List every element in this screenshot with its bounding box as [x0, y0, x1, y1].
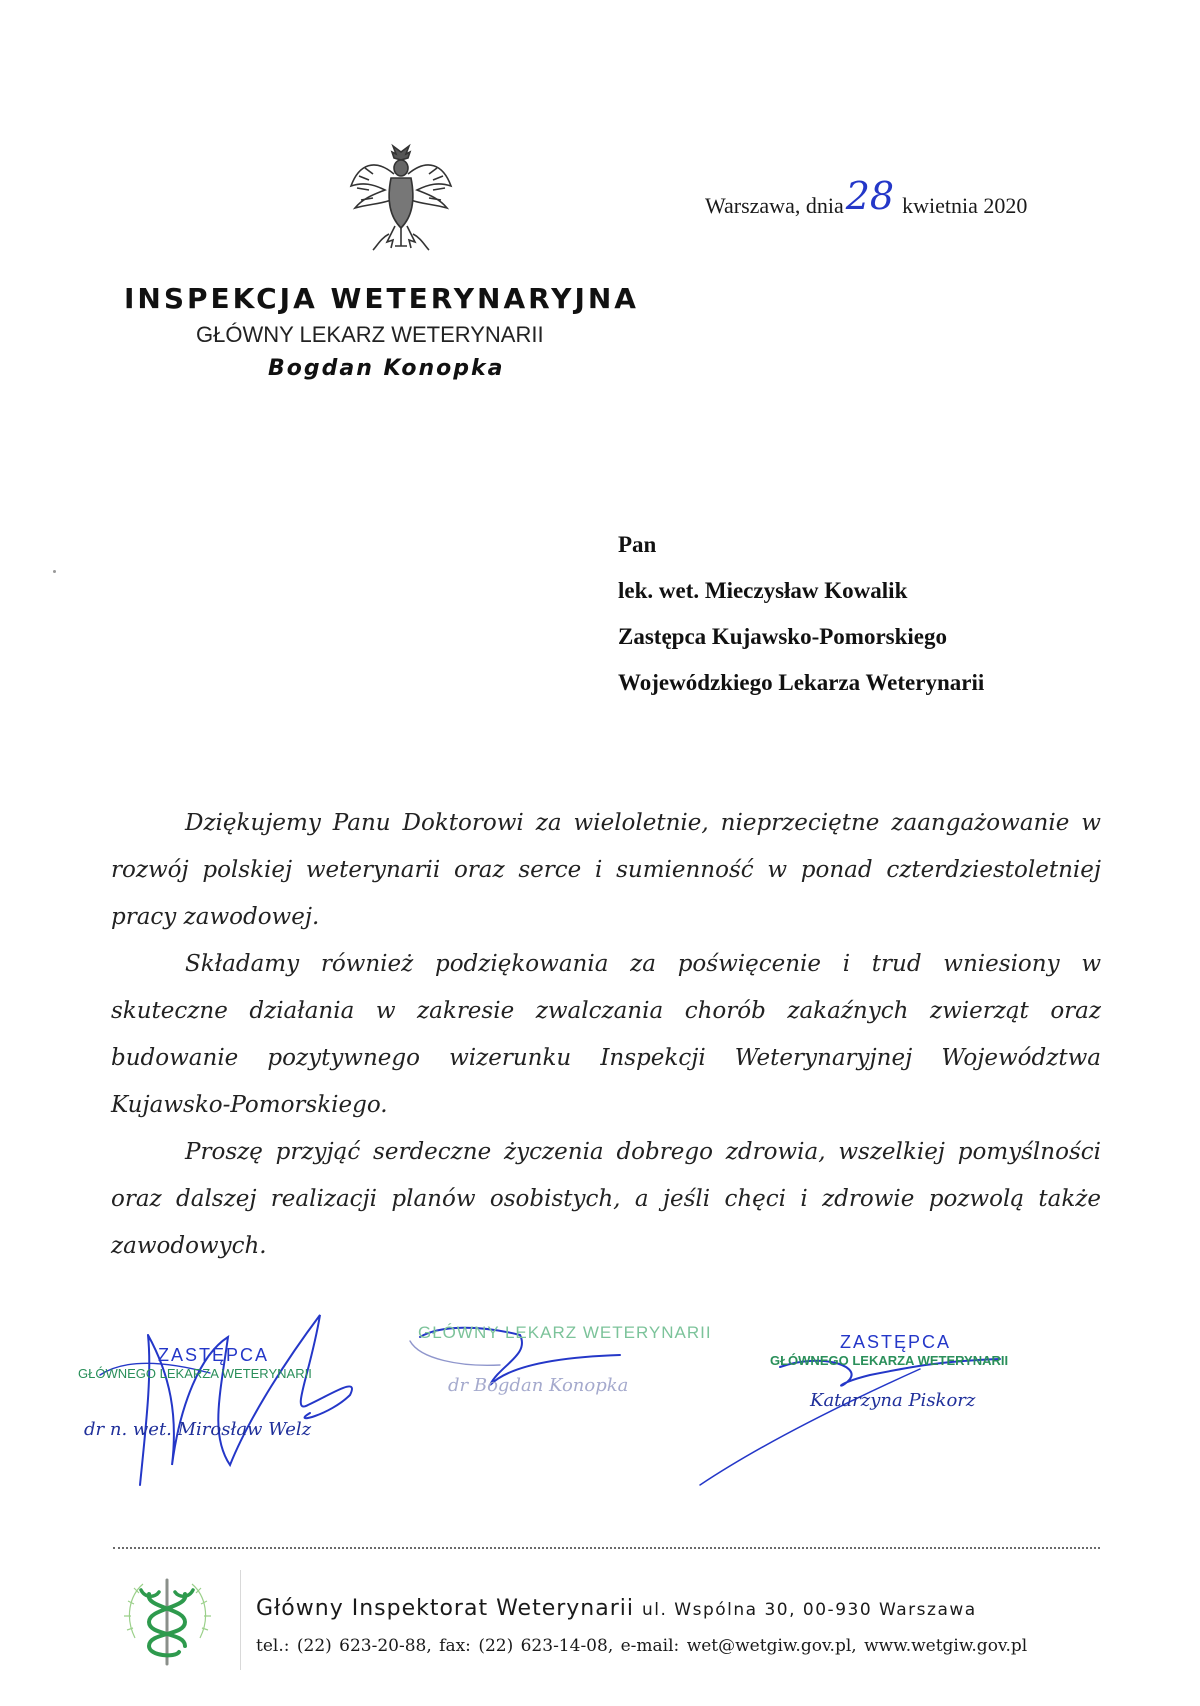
stamp-chief-center: [418, 1323, 712, 1396]
footer-street: ul. Wspólna 30, 00-930 Warszawa: [642, 1600, 977, 1620]
footer-organization-line: [256, 1596, 977, 1621]
date-suffix: kwietnia 2020: [902, 193, 1028, 218]
stamp-right-title: GŁÓWNEGO LEKARZA WETERYNARII: [770, 1353, 1009, 1368]
date-line: [705, 174, 1028, 222]
scan-speck: [53, 570, 56, 573]
stamp-deputy-left: [78, 1345, 312, 1440]
addressee-role: Zastępca Kujawsko-Pomorskiego: [618, 624, 948, 649]
addressee-name: lek. wet. Mieczysław Kowalik: [618, 578, 908, 603]
stamp-right-role: ZASTĘPCA: [840, 1332, 952, 1352]
body-paragraph-1: Dziękujemy Panu Doktorowi za wieloletnie, nieprzeciętne zaangażowanie w rozwój polskiej weterynarii oraz serce i sumienność w ponad czterdziestoletniej pracy zawodowej.: [111, 810, 1101, 930]
polish-eagle-emblem-icon: [345, 138, 457, 258]
footer-contact: tel.: (22) 623-20-88, fax: (22) 623-14-08, e-mail: wet@wetgiw.gov.pl, www.wetgiw.gov.pl: [256, 1636, 1028, 1656]
signatory-center-name: dr Bogdan Konopka: [448, 1375, 629, 1396]
date-day-handwritten: 28: [845, 174, 895, 218]
stamp-deputy-right: [770, 1332, 1008, 1411]
stamp-center-title: GŁÓWNY LEKARZ WETERYNARII: [418, 1323, 712, 1342]
sender-name: Bogdan Konopka: [268, 356, 505, 381]
institution-name: INSPEKCJA WETERYNARYJNA: [124, 282, 639, 315]
body-paragraph-3: Proszę przyjąć serdeczne życzenia dobrego zdrowia, wszelkiej pomyślności oraz dalszej realizacji planów osobistych, a jeśli chęci i zdrowie pozwolą także zawodowych.: [111, 1139, 1101, 1259]
addressee-salutation: Pan: [618, 532, 657, 557]
footer-dotted-rule: [113, 1547, 1100, 1549]
addressee-role-cont: Wojewódzkiego Lekarza Weterynarii: [618, 670, 985, 695]
signatory-left-name: dr n. wet. Mirosław Welz: [84, 1419, 312, 1440]
signatory-right-name: Katarzyna Piskorz: [810, 1390, 976, 1411]
stamp-left-role: ZASTĘPCA: [158, 1345, 270, 1365]
institution-title: GŁÓWNY LEKARZ WETERYNARII: [196, 322, 544, 347]
caduceus-logo-icon: [115, 1568, 220, 1673]
letter-body: [111, 800, 1101, 1270]
body-paragraph-2: Składamy również podziękowania za poświęcenie i trud wniesiony w skuteczne działania w zakresie zwalczania chorób zakaźnych zwierząt oraz budowanie pozytywnego wizerunku Inspekcji Weterynaryjnej Województwa Kujawsko-Pomorskiego.: [111, 951, 1101, 1118]
footer-divider: [240, 1570, 241, 1670]
footer-organization: Główny Inspektorat Weterynarii: [256, 1596, 634, 1621]
stamp-left-title: GŁÓWNEGO LEKARZA WETERYNARII: [78, 1366, 312, 1381]
date-prefix: Warszawa, dnia: [705, 193, 844, 218]
